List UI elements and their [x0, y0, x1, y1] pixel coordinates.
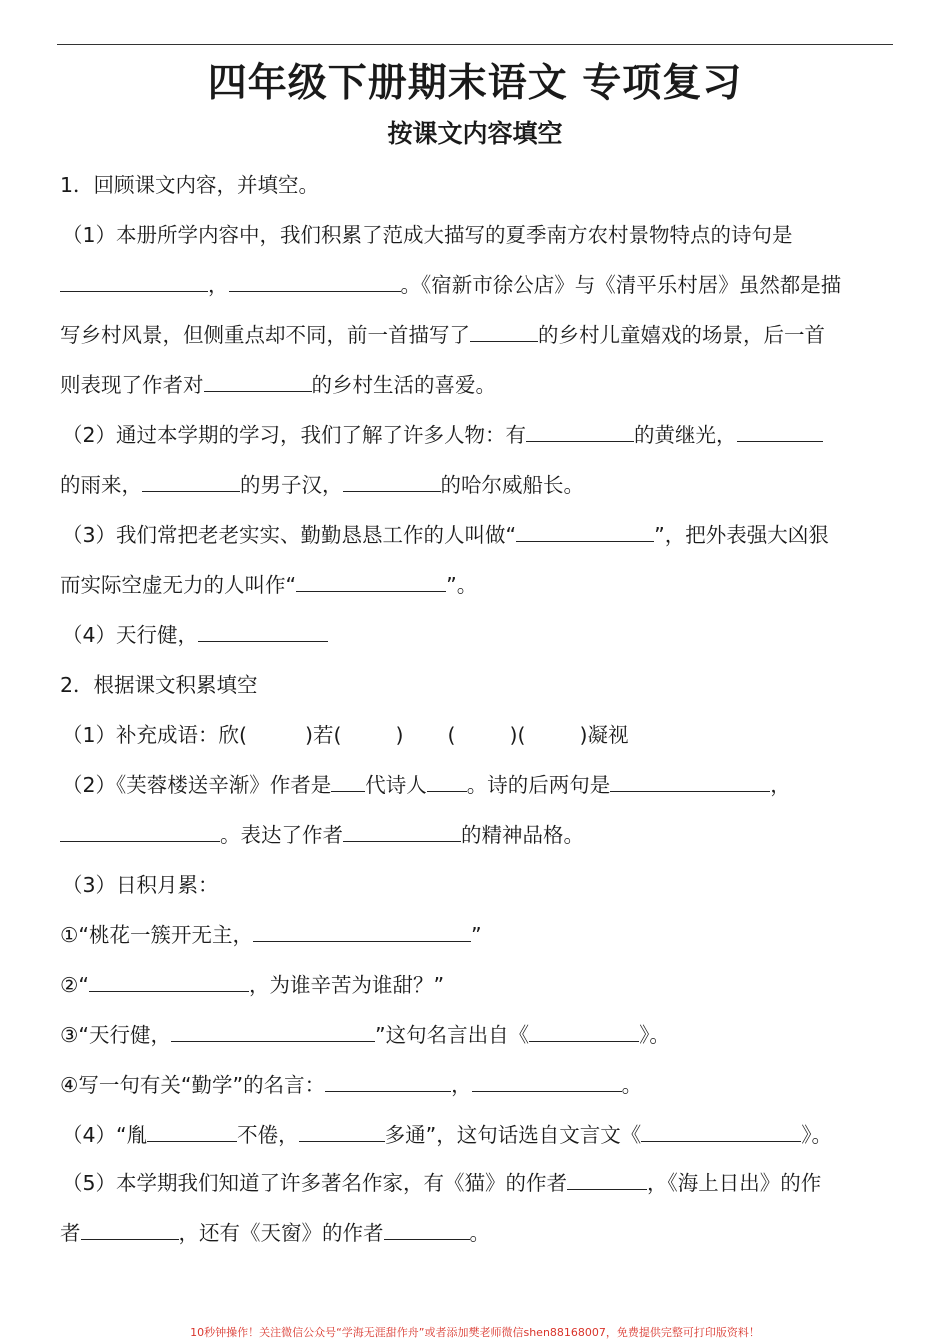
q2-p4-line1: （4）“胤 不倦， 多通”，这句话选自文言文《 》。	[62, 1123, 833, 1147]
blank-paper-tiger[interactable]	[296, 572, 446, 592]
q1-p4-line1: （4）天行健，	[62, 620, 328, 650]
q2-p5-line1: （5）本学期我们知道了许多著名作家，有《猫》的作者 ，《海上日出》的作	[62, 1171, 822, 1195]
promo-footer: 10秒钟操作！关注微信公众号“学海无涯甜作舟”或者添加樊老师微信shen88168007，免费提供完整可打印版资料！	[190, 1326, 760, 1339]
q2-p2-line2: 。表达了作者 的精神品格。	[60, 820, 584, 850]
blank-taohua[interactable]	[253, 922, 471, 942]
q2-p3-heading: （3）日积月累：	[62, 873, 219, 897]
q2-p3-item2: ②“ ，为谁辛苦为谁甜？”	[60, 973, 445, 997]
page-title: 四年级下册期末语文 专项复习	[207, 61, 743, 106]
blank-honest-worker[interactable]	[516, 522, 654, 542]
blank-huang-jiguang[interactable]	[526, 422, 634, 442]
q1-p1-line2: ， 。《宿新市徐公店》与《清平乐村居》虽然都是描	[60, 270, 841, 300]
blank-dynasty[interactable]	[331, 772, 365, 792]
blank-poem-line1[interactable]	[60, 272, 208, 292]
blank-classical-text[interactable]	[641, 1122, 801, 1142]
q1-heading: 1．回顾课文内容，并填空。	[60, 173, 320, 197]
blank-poem-end-2[interactable]	[60, 822, 220, 842]
q2-heading: 2．根据课文积累填空	[60, 673, 258, 697]
q2-p3-item4: ④写一句有关“勤学”的名言： ， 。	[60, 1073, 643, 1097]
blank-skylight-author[interactable]	[384, 1220, 470, 1240]
blank-poet[interactable]	[427, 772, 467, 792]
blank-captain[interactable]	[343, 472, 441, 492]
q1-p3-line2: 而实际空虚无力的人叫作“ ”。	[60, 573, 478, 597]
blank-tianxingjian[interactable]	[198, 622, 328, 642]
q1-p1-line1: （1）本册所学内容中，我们积累了范成大描写的夏季南方农村景物特点的诗句是	[62, 223, 793, 247]
q1-p3-line1: （3）我们常把老老实实、勤勤恳恳工作的人叫做“ ”，把外表强大凶狠	[62, 523, 829, 547]
blank-man[interactable]	[142, 472, 240, 492]
blank-poem-end-1[interactable]	[610, 772, 770, 792]
blank-poem-line2[interactable]	[229, 272, 401, 292]
blank-study-quote-1[interactable]	[325, 1072, 451, 1092]
q2-p3-item3: ③“天行健， ”这句名言出自《 》。	[60, 1023, 670, 1047]
blank-study-quote-2[interactable]	[472, 1072, 622, 1092]
blank-children-scene[interactable]	[470, 322, 538, 342]
blank-yulai[interactable]	[737, 422, 823, 442]
page-subtitle: 按课文内容填空	[387, 119, 563, 148]
q1-p1-line4: 则表现了作者对 的乡村生活的喜爱。	[60, 373, 496, 397]
q2-p2-line1: （2）《芙蓉楼送辛渐》作者是 代诗人 。诗的后两句是 ，	[62, 773, 791, 797]
top-rule	[57, 44, 893, 45]
blank-sunrise-author[interactable]	[81, 1220, 179, 1240]
q1-p2-line1: （2）通过本学期的学习，我们了解了许多人物：有 的黄继光，	[62, 420, 823, 450]
blank-duotong[interactable]	[299, 1122, 385, 1142]
blank-character[interactable]	[343, 822, 461, 842]
q2-p3-item1: ①“桃花一簇开无主， ”	[60, 923, 482, 947]
blank-tianxingjian-2[interactable]	[171, 1022, 375, 1042]
q2-p5-line2: 者 ，还有《天窗》的作者 。	[60, 1221, 490, 1245]
q1-p2-line2: 的雨来， 的男子汉， 的哈尔威船长。	[60, 473, 584, 497]
q2-p1-line1: （1）补充成语：欣( )若( ) ( )( )凝视	[62, 723, 629, 747]
blank-source-book[interactable]	[529, 1022, 639, 1042]
q1-p1-line3: 写乡村风景，但侧重点却不同，前一首描写了 的乡村儿童嬉戏的场景，后一首	[60, 323, 825, 347]
blank-bee-poem[interactable]	[89, 972, 249, 992]
blank-village-life[interactable]	[204, 372, 312, 392]
blank-yin[interactable]	[147, 1122, 237, 1142]
blank-cat-author[interactable]	[567, 1170, 647, 1190]
